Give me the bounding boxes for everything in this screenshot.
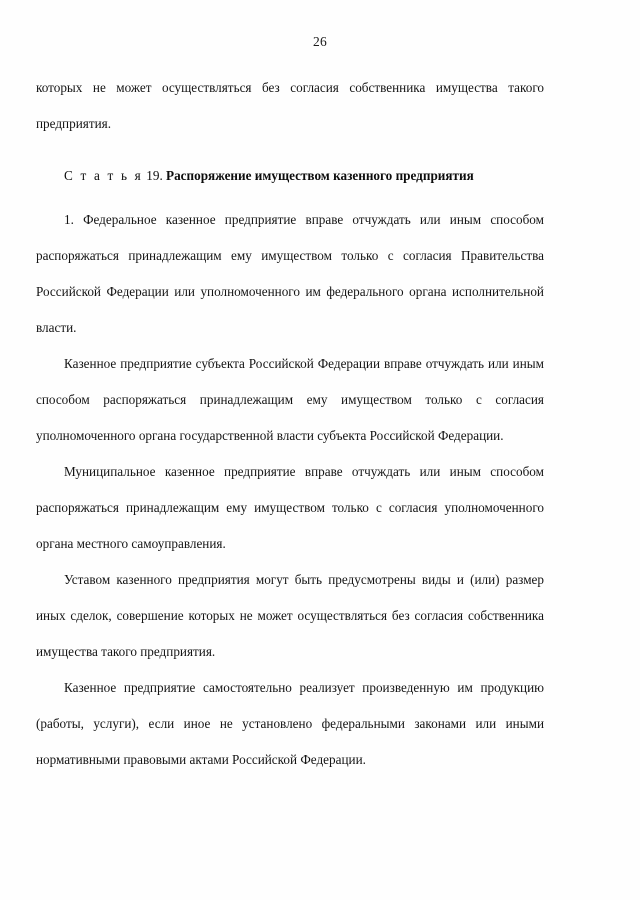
page-number: 26 — [312, 34, 328, 49]
heading-spacer — [36, 194, 544, 202]
article-number: 19. — [146, 168, 163, 183]
paragraph-continued: которых не может осуществляться без согласия собственника имущества такого предприятия. — [36, 80, 544, 131]
paragraph-item-3: Муниципальное казенное предприятие вправе отчуждать или иным способом распоряжаться принадлежащим ему имуществом только с согласия уполномоченного органа местного самоуправления. — [36, 464, 544, 551]
paragraph-item-1: 1. Федеральное казенное предприятие вправе отчуждать или иным способом распоряжаться принадлежащим ему имуществом только с согласия Правительства Российской Федерации или уполномоченного им федерального органа исполнительной власти. — [36, 212, 544, 335]
article-word: С т а т ь я — [64, 168, 143, 183]
paragraph-item-4: Уставом казенного предприятия могут быть предусмотрены виды и (или) размер иных сделок, совершение которых не может осуществляться без согласия собственника имущества такого предприятия. — [36, 572, 544, 659]
paragraph-item-5: Казенное предприятие самостоятельно реализует произведенную им продукцию (работы, услуги), если иное не установлено федеральными законами или иными нормативными правовыми актами Российской Федерации. — [36, 680, 544, 767]
paragraph-item-2: Казенное предприятие субъекта Российской Федерации вправе отчуждать или иным способом распоряжаться принадлежащим ему имуществом только с согласия уполномоченного органа государственной власти субъекта Российской Федерации. — [36, 356, 544, 443]
document-body — [36, 70, 544, 778]
article-title: Распоряжение имуществом казенного предприятия — [166, 168, 474, 183]
article-heading — [36, 158, 544, 194]
paragraph-spacer — [36, 142, 544, 158]
